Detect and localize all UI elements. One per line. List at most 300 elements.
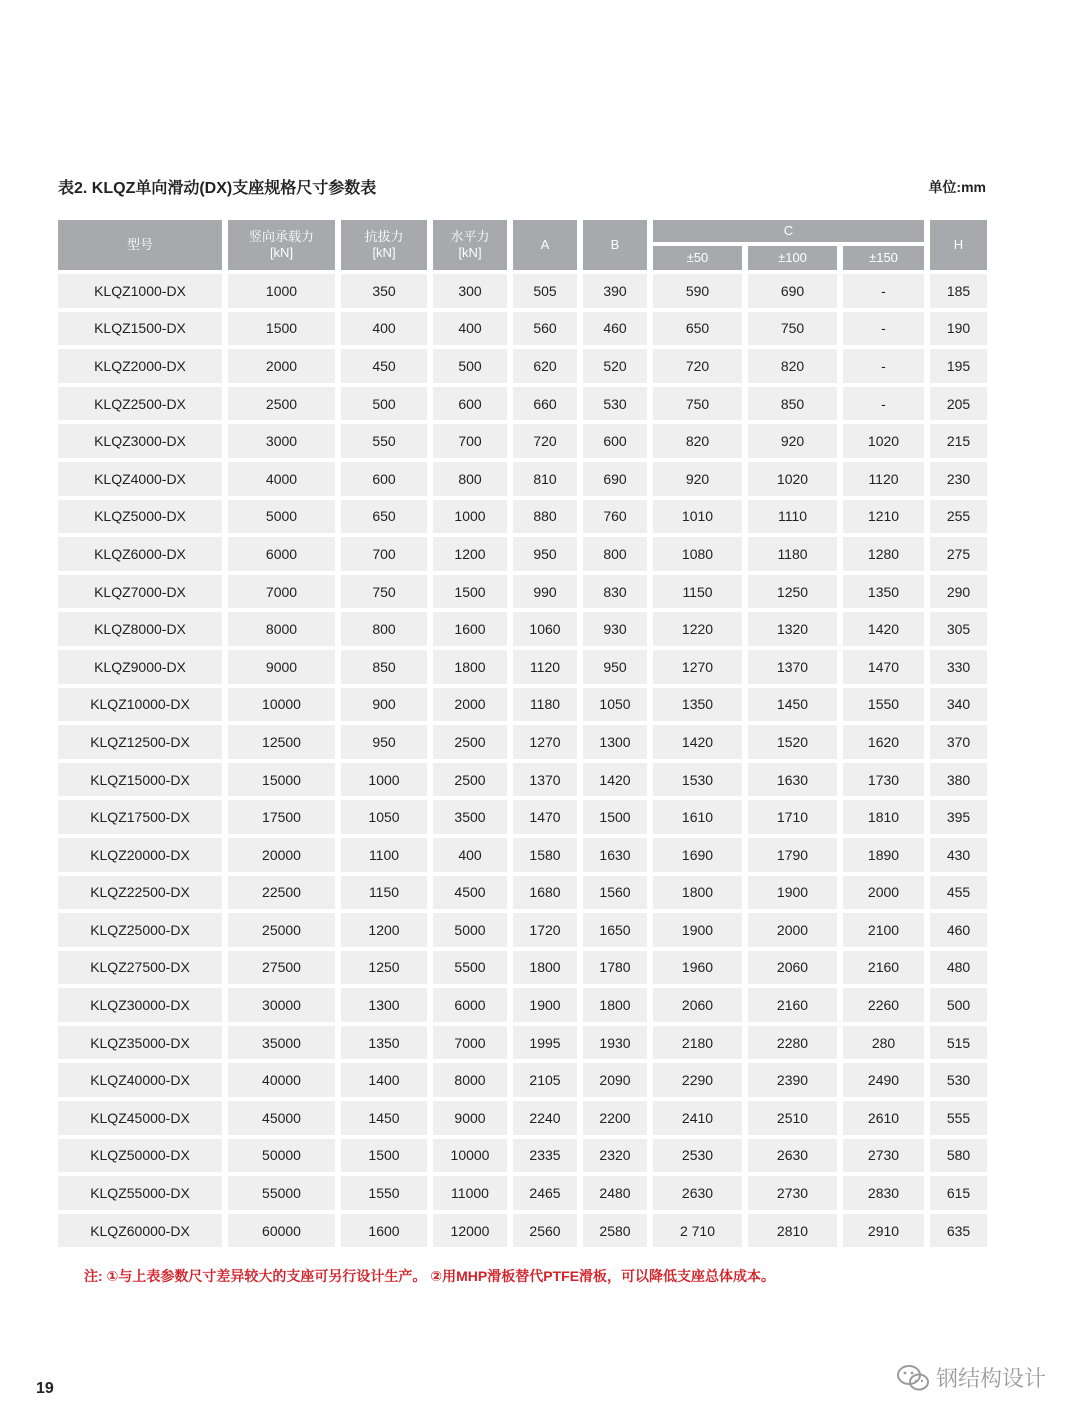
cell-c-50: 1690: [653, 838, 742, 872]
cell-uplift: 1150: [341, 876, 427, 910]
cell-c-150: 2830: [843, 1176, 924, 1210]
cell-c-50: 590: [653, 274, 742, 308]
cell-b: 1050: [583, 688, 647, 722]
cell-h: 555: [930, 1101, 987, 1135]
cell-vertical-load: 30000: [228, 988, 335, 1022]
cell-horizontal: 7000: [433, 1026, 507, 1060]
cell-c-150: 1420: [843, 612, 924, 646]
cell-c-50: 2410: [653, 1101, 742, 1135]
cell-horizontal: 1200: [433, 537, 507, 571]
cell-c-100: 1180: [748, 537, 837, 571]
cell-horizontal: 400: [433, 838, 507, 872]
cell-c-50: 720: [653, 349, 742, 383]
cell-a: 1720: [513, 913, 577, 947]
cell-model: KLQZ2000-DX: [58, 349, 222, 383]
cell-a: 810: [513, 462, 577, 496]
cell-c-150: 1210: [843, 500, 924, 534]
cell-a: 950: [513, 537, 577, 571]
cell-uplift: 1000: [341, 763, 427, 797]
table-row: [58, 1063, 987, 1097]
cell-c-50: 1800: [653, 876, 742, 910]
cell-model: KLQZ17500-DX: [58, 800, 222, 834]
cell-horizontal: 2500: [433, 725, 507, 759]
cell-a: 1180: [513, 688, 577, 722]
cell-c-100: 1110: [748, 500, 837, 534]
cell-model: KLQZ1500-DX: [58, 312, 222, 346]
cell-a: 2465: [513, 1176, 577, 1210]
cell-horizontal: 2000: [433, 688, 507, 722]
table-row: [58, 349, 987, 383]
cell-c-100: 1320: [748, 612, 837, 646]
cell-horizontal: 11000: [433, 1176, 507, 1210]
table-row: [58, 537, 987, 571]
cell-h: 615: [930, 1176, 987, 1210]
cell-vertical-load: 27500: [228, 951, 335, 985]
cell-h: 215: [930, 424, 987, 458]
cell-c-150: 2000: [843, 876, 924, 910]
cell-uplift: 1200: [341, 913, 427, 947]
cell-h: 500: [930, 988, 987, 1022]
cell-b: 1500: [583, 800, 647, 834]
cell-a: 1580: [513, 838, 577, 872]
cell-uplift: 750: [341, 575, 427, 609]
cell-b: 2480: [583, 1176, 647, 1210]
cell-vertical-load: 5000: [228, 500, 335, 534]
cell-h: 275: [930, 537, 987, 571]
cell-horizontal: 1000: [433, 500, 507, 534]
cell-uplift: 850: [341, 650, 427, 684]
cell-c-100: 1630: [748, 763, 837, 797]
cell-vertical-load: 22500: [228, 876, 335, 910]
cell-horizontal: 6000: [433, 988, 507, 1022]
cell-horizontal: 500: [433, 349, 507, 383]
cell-uplift: 1300: [341, 988, 427, 1022]
cell-c-50: 1080: [653, 537, 742, 571]
cell-horizontal: 3500: [433, 800, 507, 834]
header-c-50: ±50: [653, 246, 742, 270]
cell-uplift: 350: [341, 274, 427, 308]
cell-c-150: 1280: [843, 537, 924, 571]
cell-vertical-load: 1000: [228, 274, 335, 308]
cell-vertical-load: 6000: [228, 537, 335, 571]
header-horizontal: 水平力 [kN]: [433, 220, 507, 270]
cell-b: 530: [583, 387, 647, 421]
cell-c-50: 1220: [653, 612, 742, 646]
cell-c-100: 850: [748, 387, 837, 421]
cell-c-50: 1610: [653, 800, 742, 834]
cell-a: 1900: [513, 988, 577, 1022]
cell-a: 1370: [513, 763, 577, 797]
cell-c-50: 2630: [653, 1176, 742, 1210]
cell-vertical-load: 4000: [228, 462, 335, 496]
cell-b: 1300: [583, 725, 647, 759]
cell-uplift: 1250: [341, 951, 427, 985]
table-row: [58, 1026, 987, 1060]
cell-horizontal: 600: [433, 387, 507, 421]
cell-c-150: 2160: [843, 951, 924, 985]
cell-b: 760: [583, 500, 647, 534]
cell-c-100: 2810: [748, 1214, 837, 1248]
cell-h: 370: [930, 725, 987, 759]
cell-model: KLQZ50000-DX: [58, 1139, 222, 1173]
cell-h: 530: [930, 1063, 987, 1097]
cell-uplift: 400: [341, 312, 427, 346]
cell-model: KLQZ5000-DX: [58, 500, 222, 534]
cell-uplift: 1050: [341, 800, 427, 834]
cell-c-100: 1250: [748, 575, 837, 609]
table-row: [58, 1101, 987, 1135]
cell-c-100: 1790: [748, 838, 837, 872]
cell-c-150: 2260: [843, 988, 924, 1022]
cell-horizontal: 300: [433, 274, 507, 308]
cell-c-100: 2160: [748, 988, 837, 1022]
cell-model: KLQZ12500-DX: [58, 725, 222, 759]
cell-uplift: 1100: [341, 838, 427, 872]
cell-c-150: 2610: [843, 1101, 924, 1135]
cell-uplift: 600: [341, 462, 427, 496]
cell-b: 2200: [583, 1101, 647, 1135]
table-row: [58, 612, 987, 646]
cell-c-50: 650: [653, 312, 742, 346]
cell-c-150: 1470: [843, 650, 924, 684]
header-c-100: ±100: [748, 246, 837, 270]
header-vertical-load: 竖向承载力 [kN]: [228, 220, 335, 270]
cell-vertical-load: 17500: [228, 800, 335, 834]
cell-c-50: 1270: [653, 650, 742, 684]
cell-b: 1780: [583, 951, 647, 985]
cell-vertical-load: 45000: [228, 1101, 335, 1135]
table-row: [58, 312, 987, 346]
cell-horizontal: 1500: [433, 575, 507, 609]
cell-c-150: 1810: [843, 800, 924, 834]
cell-vertical-load: 55000: [228, 1176, 335, 1210]
cell-vertical-load: 50000: [228, 1139, 335, 1173]
cell-c-100: 2630: [748, 1139, 837, 1173]
unit-label: 单位:mm: [928, 179, 986, 195]
cell-horizontal: 5500: [433, 951, 507, 985]
cell-b: 1420: [583, 763, 647, 797]
cell-horizontal: 800: [433, 462, 507, 496]
cell-vertical-load: 7000: [228, 575, 335, 609]
cell-b: 600: [583, 424, 647, 458]
cell-horizontal: 5000: [433, 913, 507, 947]
cell-h: 580: [930, 1139, 987, 1173]
table-row: [58, 876, 987, 910]
header-uplift: 抗拔力 [kN]: [341, 220, 427, 270]
table-row: [58, 725, 987, 759]
footnote: 注: ①与上表参数尺寸差异较大的支座可另行设计生产。 ②用MHP滑板替代PTFE滑板，可以降低支座总体成本。: [84, 1268, 776, 1284]
table-row: [58, 575, 987, 609]
cell-uplift: 700: [341, 537, 427, 571]
cell-c-100: 690: [748, 274, 837, 308]
table-row: [58, 800, 987, 834]
cell-uplift: 900: [341, 688, 427, 722]
cell-h: 255: [930, 500, 987, 534]
cell-vertical-load: 8000: [228, 612, 335, 646]
cell-vertical-load: 2000: [228, 349, 335, 383]
cell-model: KLQZ45000-DX: [58, 1101, 222, 1135]
cell-h: 480: [930, 951, 987, 985]
cell-c-50: 2180: [653, 1026, 742, 1060]
cell-model: KLQZ22500-DX: [58, 876, 222, 910]
cell-b: 1630: [583, 838, 647, 872]
cell-a: 505: [513, 274, 577, 308]
cell-c-150: -: [843, 274, 924, 308]
cell-vertical-load: 12500: [228, 725, 335, 759]
cell-model: KLQZ4000-DX: [58, 462, 222, 496]
cell-model: KLQZ27500-DX: [58, 951, 222, 985]
cell-h: 460: [930, 913, 987, 947]
header-h: H: [930, 220, 987, 270]
cell-c-150: 1550: [843, 688, 924, 722]
cell-h: 305: [930, 612, 987, 646]
cell-uplift: 1450: [341, 1101, 427, 1135]
cell-c-150: -: [843, 349, 924, 383]
cell-c-100: 2510: [748, 1101, 837, 1135]
cell-a: 620: [513, 349, 577, 383]
cell-model: KLQZ9000-DX: [58, 650, 222, 684]
cell-a: 2240: [513, 1101, 577, 1135]
cell-uplift: 800: [341, 612, 427, 646]
cell-b: 390: [583, 274, 647, 308]
cell-a: 2335: [513, 1139, 577, 1173]
cell-uplift: 1500: [341, 1139, 427, 1173]
cell-model: KLQZ20000-DX: [58, 838, 222, 872]
cell-c-150: 2730: [843, 1139, 924, 1173]
cell-vertical-load: 2500: [228, 387, 335, 421]
cell-horizontal: 1600: [433, 612, 507, 646]
table-row: [58, 951, 987, 985]
cell-vertical-load: 25000: [228, 913, 335, 947]
cell-h: 380: [930, 763, 987, 797]
cell-h: 290: [930, 575, 987, 609]
cell-c-100: 1020: [748, 462, 837, 496]
header-b: B: [583, 220, 647, 270]
cell-c-50: 2290: [653, 1063, 742, 1097]
cell-c-50: 1010: [653, 500, 742, 534]
cell-c-100: 2060: [748, 951, 837, 985]
header-c: C: [653, 220, 924, 242]
cell-b: 1650: [583, 913, 647, 947]
cell-b: 1560: [583, 876, 647, 910]
cell-b: 1930: [583, 1026, 647, 1060]
table-row: [58, 462, 987, 496]
cell-h: 185: [930, 274, 987, 308]
cell-h: 515: [930, 1026, 987, 1060]
cell-vertical-load: 15000: [228, 763, 335, 797]
cell-horizontal: 10000: [433, 1139, 507, 1173]
cell-model: KLQZ35000-DX: [58, 1026, 222, 1060]
cell-model: KLQZ30000-DX: [58, 988, 222, 1022]
table-title: 表2. KLQZ单向滑动(DX)支座规格尺寸参数表: [58, 180, 377, 197]
cell-a: 1800: [513, 951, 577, 985]
cell-c-100: 2280: [748, 1026, 837, 1060]
cell-model: KLQZ25000-DX: [58, 913, 222, 947]
table-row: [58, 500, 987, 534]
cell-uplift: 550: [341, 424, 427, 458]
cell-c-150: 2490: [843, 1063, 924, 1097]
cell-uplift: 950: [341, 725, 427, 759]
table-row: [58, 424, 987, 458]
header-model: 型号: [58, 220, 222, 270]
cell-a: 1995: [513, 1026, 577, 1060]
header-c-150: ±150: [843, 246, 924, 270]
cell-a: 1120: [513, 650, 577, 684]
cell-b: 950: [583, 650, 647, 684]
cell-b: 460: [583, 312, 647, 346]
cell-b: 1800: [583, 988, 647, 1022]
cell-model: KLQZ7000-DX: [58, 575, 222, 609]
cell-a: 880: [513, 500, 577, 534]
table-row: [58, 1214, 987, 1248]
cell-model: KLQZ10000-DX: [58, 688, 222, 722]
cell-model: KLQZ15000-DX: [58, 763, 222, 797]
cell-c-150: -: [843, 312, 924, 346]
cell-h: 205: [930, 387, 987, 421]
cell-h: 395: [930, 800, 987, 834]
cell-a: 1470: [513, 800, 577, 834]
cell-a: 2105: [513, 1063, 577, 1097]
cell-c-150: 280: [843, 1026, 924, 1060]
cell-uplift: 450: [341, 349, 427, 383]
cell-c-50: 1960: [653, 951, 742, 985]
cell-c-100: 1900: [748, 876, 837, 910]
cell-horizontal: 700: [433, 424, 507, 458]
cell-c-150: 1890: [843, 838, 924, 872]
cell-uplift: 500: [341, 387, 427, 421]
cell-vertical-load: 3000: [228, 424, 335, 458]
cell-c-100: 750: [748, 312, 837, 346]
table-row: [58, 1176, 987, 1210]
cell-horizontal: 12000: [433, 1214, 507, 1248]
cell-c-100: 2390: [748, 1063, 837, 1097]
cell-a: 1680: [513, 876, 577, 910]
cell-vertical-load: 10000: [228, 688, 335, 722]
cell-h: 190: [930, 312, 987, 346]
table-row: [58, 274, 987, 308]
cell-a: 990: [513, 575, 577, 609]
cell-vertical-load: 35000: [228, 1026, 335, 1060]
table-row: [58, 387, 987, 421]
cell-b: 2320: [583, 1139, 647, 1173]
cell-c-100: 1710: [748, 800, 837, 834]
cell-c-50: 2060: [653, 988, 742, 1022]
cell-uplift: 1400: [341, 1063, 427, 1097]
cell-c-150: 1730: [843, 763, 924, 797]
cell-c-150: 2100: [843, 913, 924, 947]
cell-c-50: 1350: [653, 688, 742, 722]
watermark: [896, 1362, 1046, 1393]
cell-model: KLQZ40000-DX: [58, 1063, 222, 1097]
cell-h: 340: [930, 688, 987, 722]
table-row: [58, 838, 987, 872]
table-row: [58, 988, 987, 1022]
cell-a: 660: [513, 387, 577, 421]
cell-h: 230: [930, 462, 987, 496]
wechat-icon: [896, 1364, 930, 1392]
cell-h: 195: [930, 349, 987, 383]
table-row: [58, 1139, 987, 1173]
table-row: [58, 650, 987, 684]
cell-vertical-load: 9000: [228, 650, 335, 684]
cell-horizontal: 8000: [433, 1063, 507, 1097]
cell-model: KLQZ1000-DX: [58, 274, 222, 308]
cell-uplift: 650: [341, 500, 427, 534]
cell-a: 560: [513, 312, 577, 346]
cell-model: KLQZ3000-DX: [58, 424, 222, 458]
cell-c-100: 2730: [748, 1176, 837, 1210]
cell-a: 2560: [513, 1214, 577, 1248]
cell-c-50: 1530: [653, 763, 742, 797]
cell-h: 430: [930, 838, 987, 872]
spec-table: [52, 216, 993, 1251]
cell-b: 2090: [583, 1063, 647, 1097]
cell-model: KLQZ6000-DX: [58, 537, 222, 571]
cell-h: 455: [930, 876, 987, 910]
cell-uplift: 1350: [341, 1026, 427, 1060]
cell-b: 690: [583, 462, 647, 496]
cell-c-50: 1150: [653, 575, 742, 609]
table-row: [58, 763, 987, 797]
cell-model: KLQZ2500-DX: [58, 387, 222, 421]
cell-c-100: 920: [748, 424, 837, 458]
cell-c-100: 1520: [748, 725, 837, 759]
cell-b: 800: [583, 537, 647, 571]
cell-c-100: 820: [748, 349, 837, 383]
table-row: [58, 913, 987, 947]
cell-c-150: 1120: [843, 462, 924, 496]
cell-b: 930: [583, 612, 647, 646]
table-row: [58, 688, 987, 722]
cell-model: KLQZ60000-DX: [58, 1214, 222, 1248]
cell-c-50: 1900: [653, 913, 742, 947]
cell-horizontal: 400: [433, 312, 507, 346]
cell-c-100: 1370: [748, 650, 837, 684]
cell-c-50: 920: [653, 462, 742, 496]
cell-vertical-load: 1500: [228, 312, 335, 346]
cell-vertical-load: 40000: [228, 1063, 335, 1097]
cell-horizontal: 4500: [433, 876, 507, 910]
cell-c-150: 1620: [843, 725, 924, 759]
cell-c-150: 2910: [843, 1214, 924, 1248]
cell-c-50: 2530: [653, 1139, 742, 1173]
cell-model: KLQZ55000-DX: [58, 1176, 222, 1210]
cell-uplift: 1550: [341, 1176, 427, 1210]
cell-a: 720: [513, 424, 577, 458]
cell-b: 2580: [583, 1214, 647, 1248]
cell-h: 330: [930, 650, 987, 684]
cell-b: 830: [583, 575, 647, 609]
cell-c-50: 750: [653, 387, 742, 421]
cell-uplift: 1600: [341, 1214, 427, 1248]
cell-c-100: 1450: [748, 688, 837, 722]
cell-horizontal: 2500: [433, 763, 507, 797]
watermark-text: 钢结构设计: [935, 1366, 1046, 1391]
cell-horizontal: 1800: [433, 650, 507, 684]
cell-a: 1270: [513, 725, 577, 759]
cell-h: 635: [930, 1214, 987, 1248]
table-body: [58, 274, 987, 1247]
cell-model: KLQZ8000-DX: [58, 612, 222, 646]
cell-b: 520: [583, 349, 647, 383]
cell-vertical-load: 60000: [228, 1214, 335, 1248]
cell-c-150: 1020: [843, 424, 924, 458]
cell-c-150: -: [843, 387, 924, 421]
cell-c-50: 2 710: [653, 1214, 742, 1248]
cell-vertical-load: 20000: [228, 838, 335, 872]
cell-c-50: 1420: [653, 725, 742, 759]
page-number: 19: [36, 1380, 54, 1397]
